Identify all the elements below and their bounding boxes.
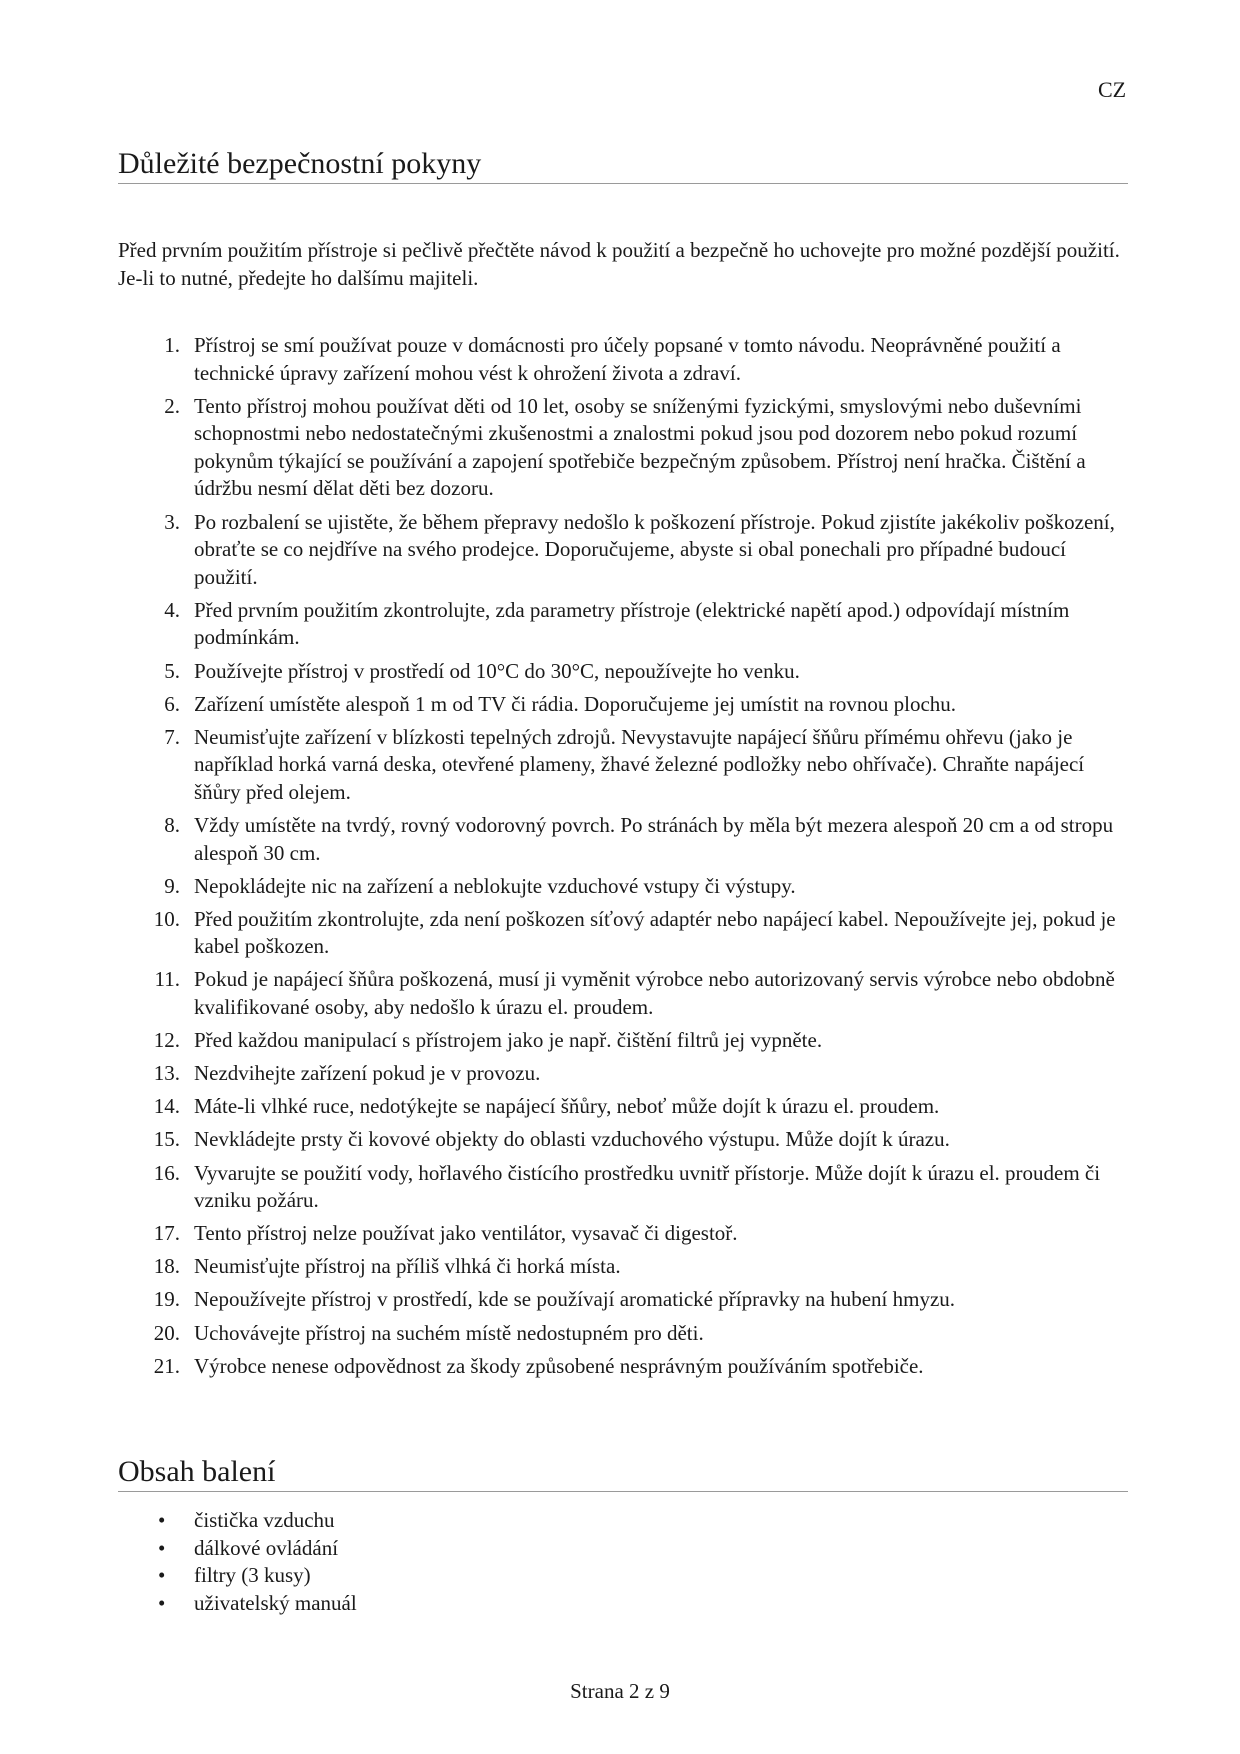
safety-rule-number: 21. (153, 1353, 180, 1378)
safety-rule-text: Po rozbalení se ujistěte, že během přepravy nedošlo k poškození přístroje. Pokud zjistíte jakékoliv poškození, obraťte se co nejdříve na svého prodejce. Doporučujeme, abyste si obal ponechali pro případné budoucí použití. (194, 509, 1115, 589)
safety-rule-number: 16. (153, 1160, 180, 1185)
safety-rule-text: Neumisťujte zařízení v blízkosti tepelných zdrojů. Nevystavujte napájecí šňůru přímému ohřevu (jako je například horká varná deska, otevřené plameny, žhavé železné podložky nebo ohřívače). Chraňte napájecí šňůry před olejem. (194, 724, 1085, 804)
safety-rule-text: Nevkládejte prsty či kovové objekty do oblasti vzduchového výstupu. Může dojít k úrazu. (194, 1127, 950, 1152)
safety-rule-item (118, 1320, 1128, 1348)
safety-rule-item (118, 1220, 1128, 1248)
safety-rule-item (118, 1160, 1128, 1215)
bullet-icon: • (158, 1590, 166, 1615)
safety-rule-item (118, 1027, 1128, 1055)
safety-rule-text: Před prvním použitím zkontrolujte, zda parametry přístroje (elektrické napětí apod.) odpovídají místním podmínkám. (194, 597, 1070, 650)
safety-rule-number: 6. (164, 691, 180, 716)
safety-rule-text: Neumisťujte přístroj na příliš vlhká či horká místa. (194, 1254, 621, 1279)
safety-rule-number: 15. (153, 1127, 180, 1152)
safety-rule-item (118, 1093, 1128, 1121)
safety-rule-number: 18. (153, 1254, 180, 1279)
bullet-icon: • (158, 1563, 166, 1587)
safety-rule-item (118, 509, 1128, 592)
page-footer: Strana 2 z 9 (570, 1679, 670, 1703)
safety-rule-text: Máte-li vlhké ruce, nedotýkejte se napájecí šňůry, neboť může dojít k úrazu el. proudem. (194, 1094, 940, 1119)
safety-rule-item (118, 597, 1128, 652)
safety-rule-number: 7. (164, 724, 180, 749)
package-item (118, 1535, 1018, 1563)
safety-rule-item (118, 1353, 1128, 1381)
safety-rule-item (118, 873, 1128, 901)
safety-rule-text: Uchovávejte přístroj na suchém místě nedostupném pro děti. (194, 1320, 704, 1345)
safety-rule-item (118, 332, 1128, 387)
safety-rule-item (118, 393, 1128, 503)
safety-rules-list (118, 332, 1128, 1386)
safety-rule-number: 8. (164, 813, 180, 837)
package-item-text: filtry (3 kusy) (194, 1563, 311, 1587)
safety-rule-text: Před každou manipulací s přístrojem jako je např. čištění filtrů jej vypněte. (194, 1028, 823, 1053)
package-item (118, 1507, 1018, 1535)
safety-rule-item (118, 691, 1128, 719)
safety-rule-item (118, 966, 1128, 1021)
safety-rule-number: 14. (153, 1094, 180, 1119)
safety-rule-text: Nepoužívejte přístroj v prostředí, kde se používají aromatické přípravky na hubení hmyzu. (194, 1287, 956, 1312)
safety-rule-number: 13. (153, 1061, 180, 1086)
safety-rule-item (118, 906, 1128, 961)
safety-rule-item (118, 1253, 1128, 1281)
safety-rule-text: Nepokládejte nic na zařízení a neblokujte vzduchové vstupy či výstupy. (194, 873, 796, 898)
safety-rule-item (118, 1126, 1128, 1154)
safety-rule-number: 11. (154, 967, 180, 992)
safety-rule-number: 17. (153, 1221, 180, 1246)
safety-rule-text: Před použitím zkontrolujte, zda není poškozen síťový adaptér nebo napájecí kabel. Nepoužívejte jej, pokud je kabel poškozen. (194, 906, 1116, 959)
safety-heading: Důležité bezpečnostní pokyny (118, 146, 1128, 184)
safety-rule-text: Přístroj se smí používat pouze v domácnosti pro účely popsané v tomto návodu. Neoprávněné použití a technické úpravy zařízení mohou vést k ohrožení života a zdraví. (194, 333, 1061, 385)
safety-rule-item (118, 658, 1128, 686)
package-item-text: dálkové ovládání (194, 1535, 339, 1560)
safety-rule-text: Tento přístroj mohou používat děti od 10 let, osoby se sníženými fyzickými, smyslovými nebo duševními schopnostmi nebo nedostatečnými zkušenostmi a znalostmi pokud jsou pod dozorem nebo pokud rozumí pokynům týkající se používání a zapojení spotřebiče bezpečným způsobem. Přístroj není hračka. Čištění a údržbu nesmí dělat děti bez dozoru. (194, 393, 1086, 501)
safety-rule-number: 2. (164, 393, 180, 418)
safety-rule-text: Pokud je napájecí šňůra poškozená, musí ji vyměnit výrobce nebo autorizovaný servis výrobce nebo obdobně kvalifikované osoby, aby nedošlo k úrazu el. proudem. (194, 967, 1115, 1020)
bullet-icon: • (158, 1508, 166, 1532)
safety-rule-number: 20. (153, 1320, 180, 1345)
safety-rule-text: Zařízení umístěte alespoň 1 m od TV či rádia. Doporučujeme jej umístit na rovnou plochu. (194, 691, 957, 716)
safety-rule-number: 12. (153, 1028, 180, 1053)
package-contents-heading: Obsah balení (118, 1454, 1128, 1492)
safety-rule-number: 10. (153, 906, 180, 931)
safety-rule-number: 4. (164, 597, 180, 622)
package-item-text: uživatelský manuál (194, 1590, 357, 1615)
safety-rule-text: Nezdvihejte zařízení pokud je v provozu. (194, 1061, 541, 1086)
package-item-text: čistička vzduchu (194, 1508, 335, 1532)
safety-rule-text: Výrobce nenese odpovědnost za škody způsobené nesprávným používáním spotřebiče. (194, 1353, 924, 1378)
safety-rule-item (118, 1286, 1128, 1314)
package-contents-list (118, 1507, 1018, 1617)
safety-rule-number: 3. (164, 509, 180, 534)
package-item (118, 1590, 1018, 1618)
bullet-icon: • (158, 1535, 166, 1560)
package-item (118, 1562, 1018, 1590)
safety-rule-number: 5. (164, 658, 180, 683)
safety-rule-number: 9. (164, 873, 180, 898)
safety-rule-text: Používejte přístroj v prostředí od 10°C do 30°C, nepoužívejte ho venku. (194, 658, 800, 683)
safety-rule-item (118, 724, 1128, 807)
safety-rule-text: Vždy umístěte na tvrdý, rovný vodorovný povrch. Po stránách by měla být mezera alespoň 20 cm a od stropu alespoň 30 cm. (194, 813, 1114, 865)
safety-rule-number: 19. (153, 1287, 180, 1312)
safety-rule-item (118, 1060, 1128, 1088)
safety-rule-text: Vyvarujte se použití vody, hořlavého čistícího prostředku uvnitř přístorje. Může dojít k úrazu el. proudem či vzniku požáru. (194, 1160, 1101, 1213)
safety-intro: Před prvním použitím přístroje si pečlivě přečtěte návod k použití a bezpečně ho uchovejte pro možné pozdější použití. Je-li to nutné, předejte ho dalšímu majiteli. (118, 238, 1120, 290)
language-code: CZ (1098, 77, 1127, 102)
safety-rule-number: 1. (164, 333, 180, 357)
safety-rule-text: Tento přístroj nelze používat jako ventilátor, vysavač či digestoř. (194, 1221, 738, 1246)
safety-rule-item (118, 812, 1128, 867)
